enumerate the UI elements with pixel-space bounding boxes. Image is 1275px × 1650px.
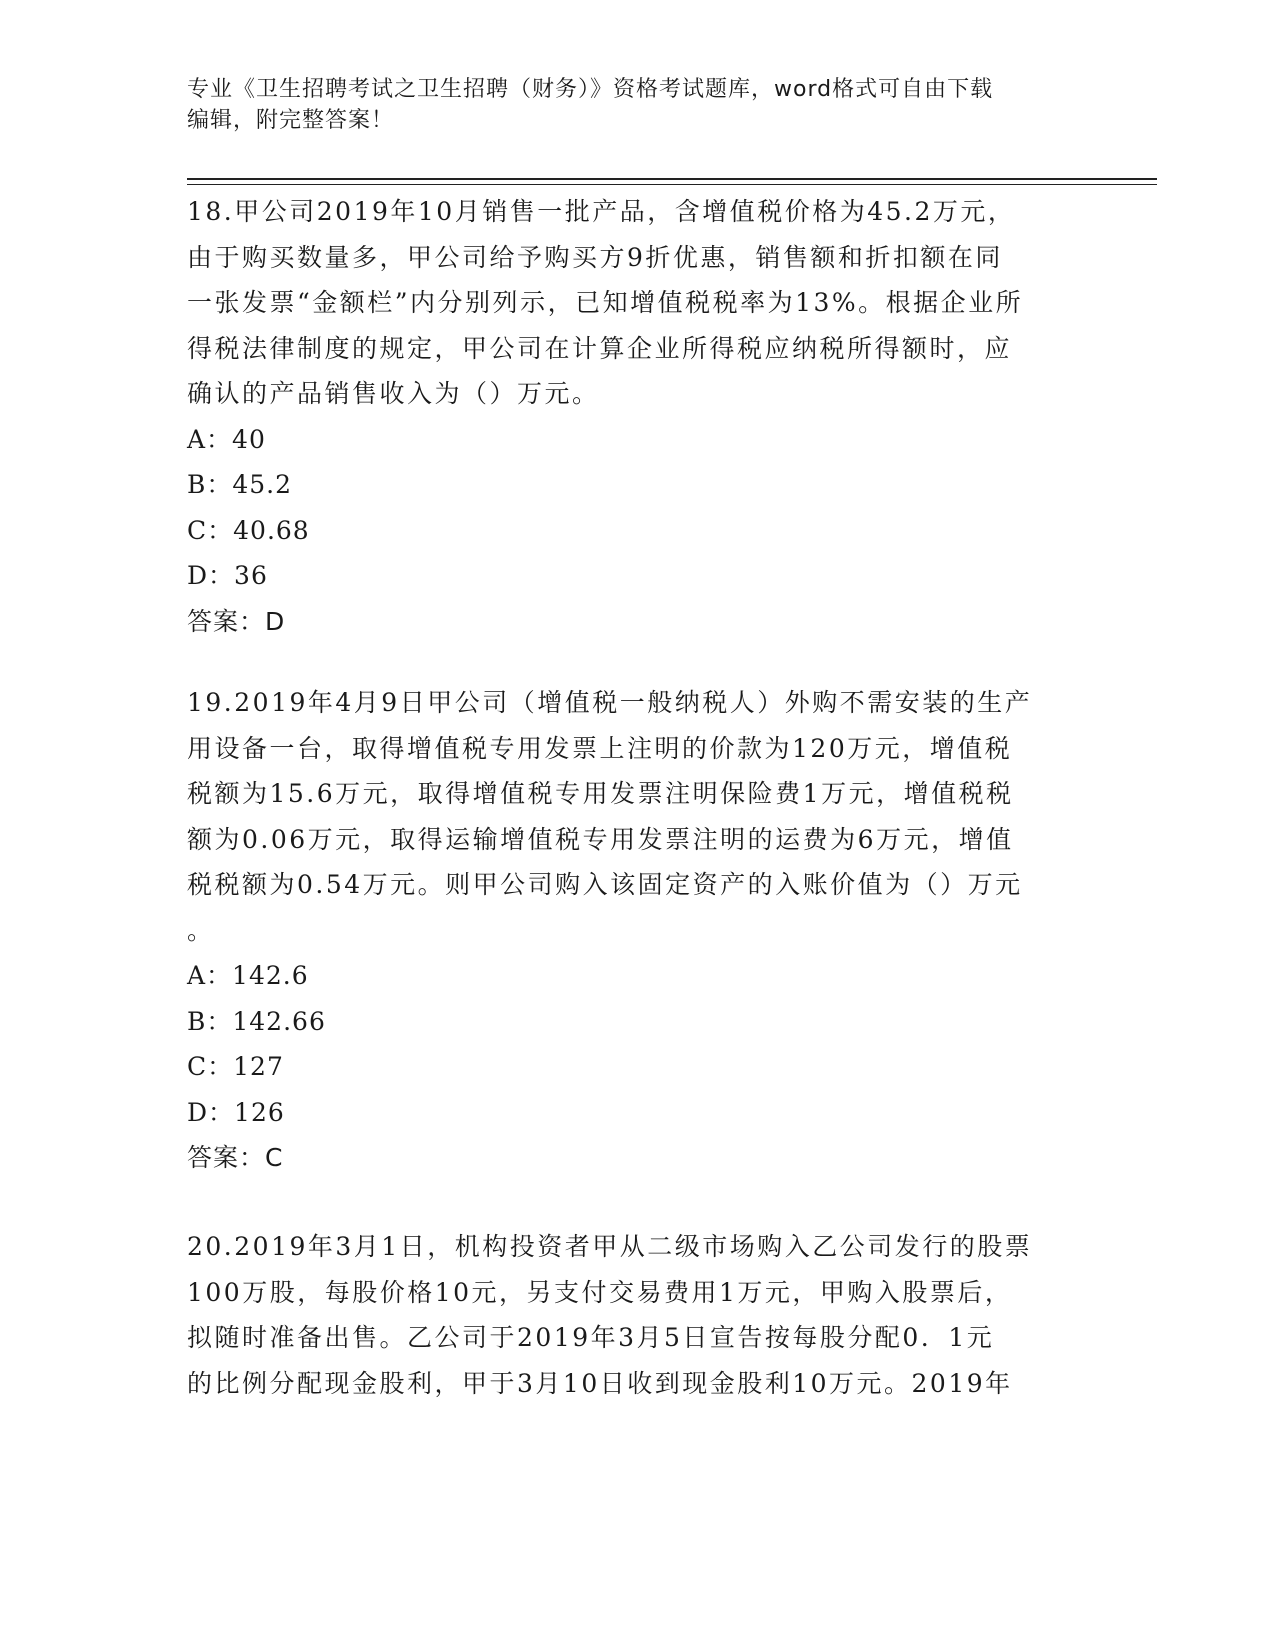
question-text-line: 税额为15.6万元，取得增值税专用发票注明保险费1万元，增值税税	[187, 779, 1014, 808]
answer: 答案：D	[187, 606, 286, 636]
question-text-line: 。	[187, 915, 215, 945]
question-text-line: 税税额为0.54万元。则甲公司购入该固定资产的入账价值为（）万元	[187, 870, 1023, 899]
option-c: C：127	[187, 1052, 284, 1081]
option-c: C：40.68	[187, 515, 310, 545]
header-rule-thin	[187, 184, 1157, 185]
question-text-line: 100万股，每股价格10元，另支付交易费用1万元，甲购入股票后，	[187, 1277, 1013, 1307]
question-19	[187, 680, 1087, 1181]
option-b: B：45.2	[187, 470, 293, 499]
question-18	[187, 189, 1087, 644]
question-text-line: 拟随时准备出售。乙公司于2019年3月5日宣告按每股分配0．1元	[187, 1323, 995, 1352]
question-text-line: 得税法律制度的规定，甲公司在计算企业所得税应纳税所得额时，应	[187, 333, 1013, 363]
option-d: D：126	[187, 1097, 285, 1127]
option-b: B：142.66	[187, 1006, 326, 1036]
header-line-1: 专业《卫生招聘考试之卫生招聘（财务）》资格考试题库，word格式可自由下载	[187, 77, 994, 102]
question-text-line: 额为0.06万元，取得运输增值税专用发票注明的运费为6万元，增值	[187, 824, 1014, 854]
question-text-line: 20.2019年3月1日，机构投资者甲从二级市场购入乙公司发行的股票	[187, 1232, 1033, 1261]
document-header	[187, 74, 1087, 136]
answer: 答案：C	[187, 1143, 284, 1172]
question-text-line: 的比例分配现金股利，甲于3月10日收到现金股利10万元。2019年	[187, 1368, 1013, 1398]
header-line-2: 编辑，附完整答案！	[187, 108, 395, 133]
question-text-line: 一张发票“金额栏”内分别列示，已知增值税税率为13%。根据企业所	[187, 288, 1024, 317]
question-text-line: 确认的产品销售收入为（）万元。	[187, 379, 600, 408]
question-text-line: 19.2019年4月9日甲公司（增值税一般纳税人）外购不需安装的生产	[187, 688, 1033, 717]
option-d: D：36	[187, 561, 268, 590]
question-text-line: 用设备一台，取得增值税专用发票上注明的价款为120万元，增值税	[187, 733, 1013, 763]
question-20	[187, 1224, 1087, 1406]
question-text-line: 18.甲公司2019年10月销售一批产品，含增值税价格为45.2万元，	[187, 197, 1016, 226]
question-text-line: 由于购买数量多，甲公司给予购买方9折优惠，销售额和折扣额在同	[187, 242, 1003, 272]
option-a: A：142.6	[187, 961, 309, 990]
header-rule-thick	[187, 178, 1157, 180]
option-a: A：40	[187, 424, 266, 454]
